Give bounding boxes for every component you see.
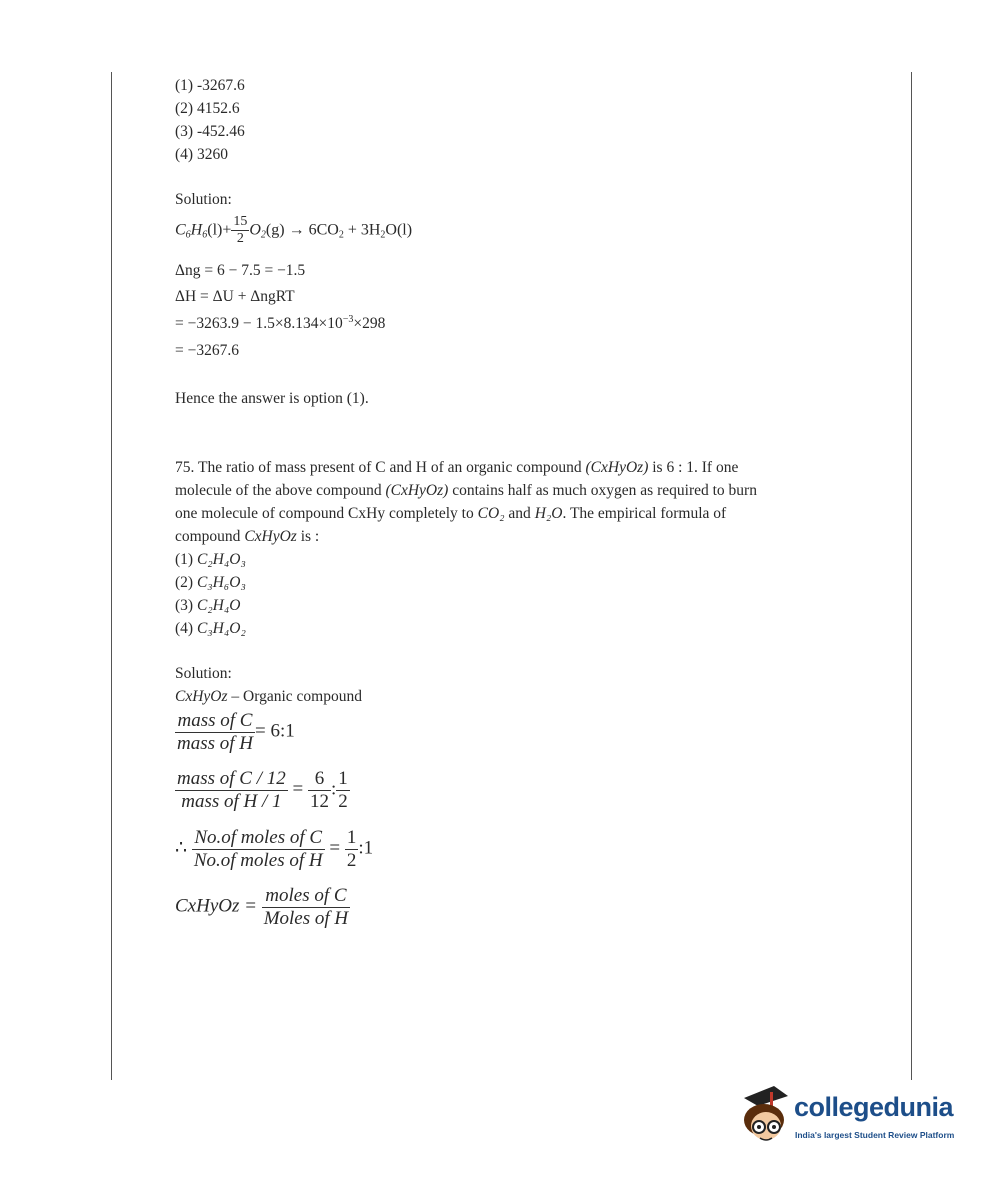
logo-wordmark: collegedunia [794,1092,954,1122]
q75-solution-label: Solution: [175,665,232,682]
q74-delta-ng: Δng = 6 − 7.5 = −1.5 [175,262,306,279]
q75-stem-line-2: molecule of the above compound (CxHyOz) contains half as much oxygen as required to burn [175,482,757,499]
q75-mass-by-atomic-mass: $\frac{\text{mass of C / 12}}{\text{mass of H / 1}}$ = $\frac{6}{12}$ : $\frac{1}{2}$ [177,768,348,812]
q75-option-2: (2) C₃H₆O₃ [175,574,246,591]
q74-option-3: (3) -452.46 [175,123,245,140]
fraction-15-2: $\frac{15}{2}$ [233,214,248,247]
q74-option-2: (2) 4152.6 [175,100,240,117]
q75-stem-line-1: 75. The ratio of mass present of C and H of an organic compound (CxHyOz) is 6 : 1. If one [175,459,739,476]
q75-option-3: (3) C₂H₄O [175,597,241,614]
page-border-left [111,72,112,1080]
q75-option-4: (4) C₃H₄O₂ [175,620,246,637]
page-border-right [911,72,912,1080]
q74-option-1: (1) -3267.6 [175,77,245,94]
q75-stem-line-4: compound CxHyOz is : [175,528,320,545]
q75-formula-ratio: CxHyOz = $\frac{\text{moles of C}}{\text{Moles of H}}$ [175,885,349,929]
q74-delta-h-formula: ΔH = ΔU + ΔngRT [175,288,295,305]
q74-solution-label: Solution: [175,191,232,208]
q75-option-1: (1) C₂H₄O₃ [175,551,246,568]
q74-reaction-equation: $C_6H_6(l)+$ $\frac{15}{2}$ $O_2(g) \to 6CO_2 + 3H_2O(l)$ [175,214,413,247]
q74-answer: Hence the answer is option (1). [175,390,369,407]
q74-result: = −3267.6 [175,342,239,359]
q74-calculation: = $-3263.9 - 1.5\times 8.134\times 10^{-3}\times 298$ [175,314,386,332]
q74-option-4: (4) 3260 [175,146,228,163]
logo-tagline: India's largest Student Review Platform [795,1130,955,1140]
q75-solution-line-1: CxHyOz – Organic compound [175,688,362,705]
q75-moles-ratio: ∴ $\frac{\text{No.of moles of C}}{\text{No.of moles of H}}$ = $\frac{1}{2}$ :1 [175,827,374,871]
q75-mass-ratio: $\frac{\text{mass of C}}{\text{mass of H}}$ = 6:1 [177,710,295,754]
q75-stem-line-3: one molecule of compound CxHy completely to CO₂ and H₂O. The empirical formula of [175,505,727,522]
